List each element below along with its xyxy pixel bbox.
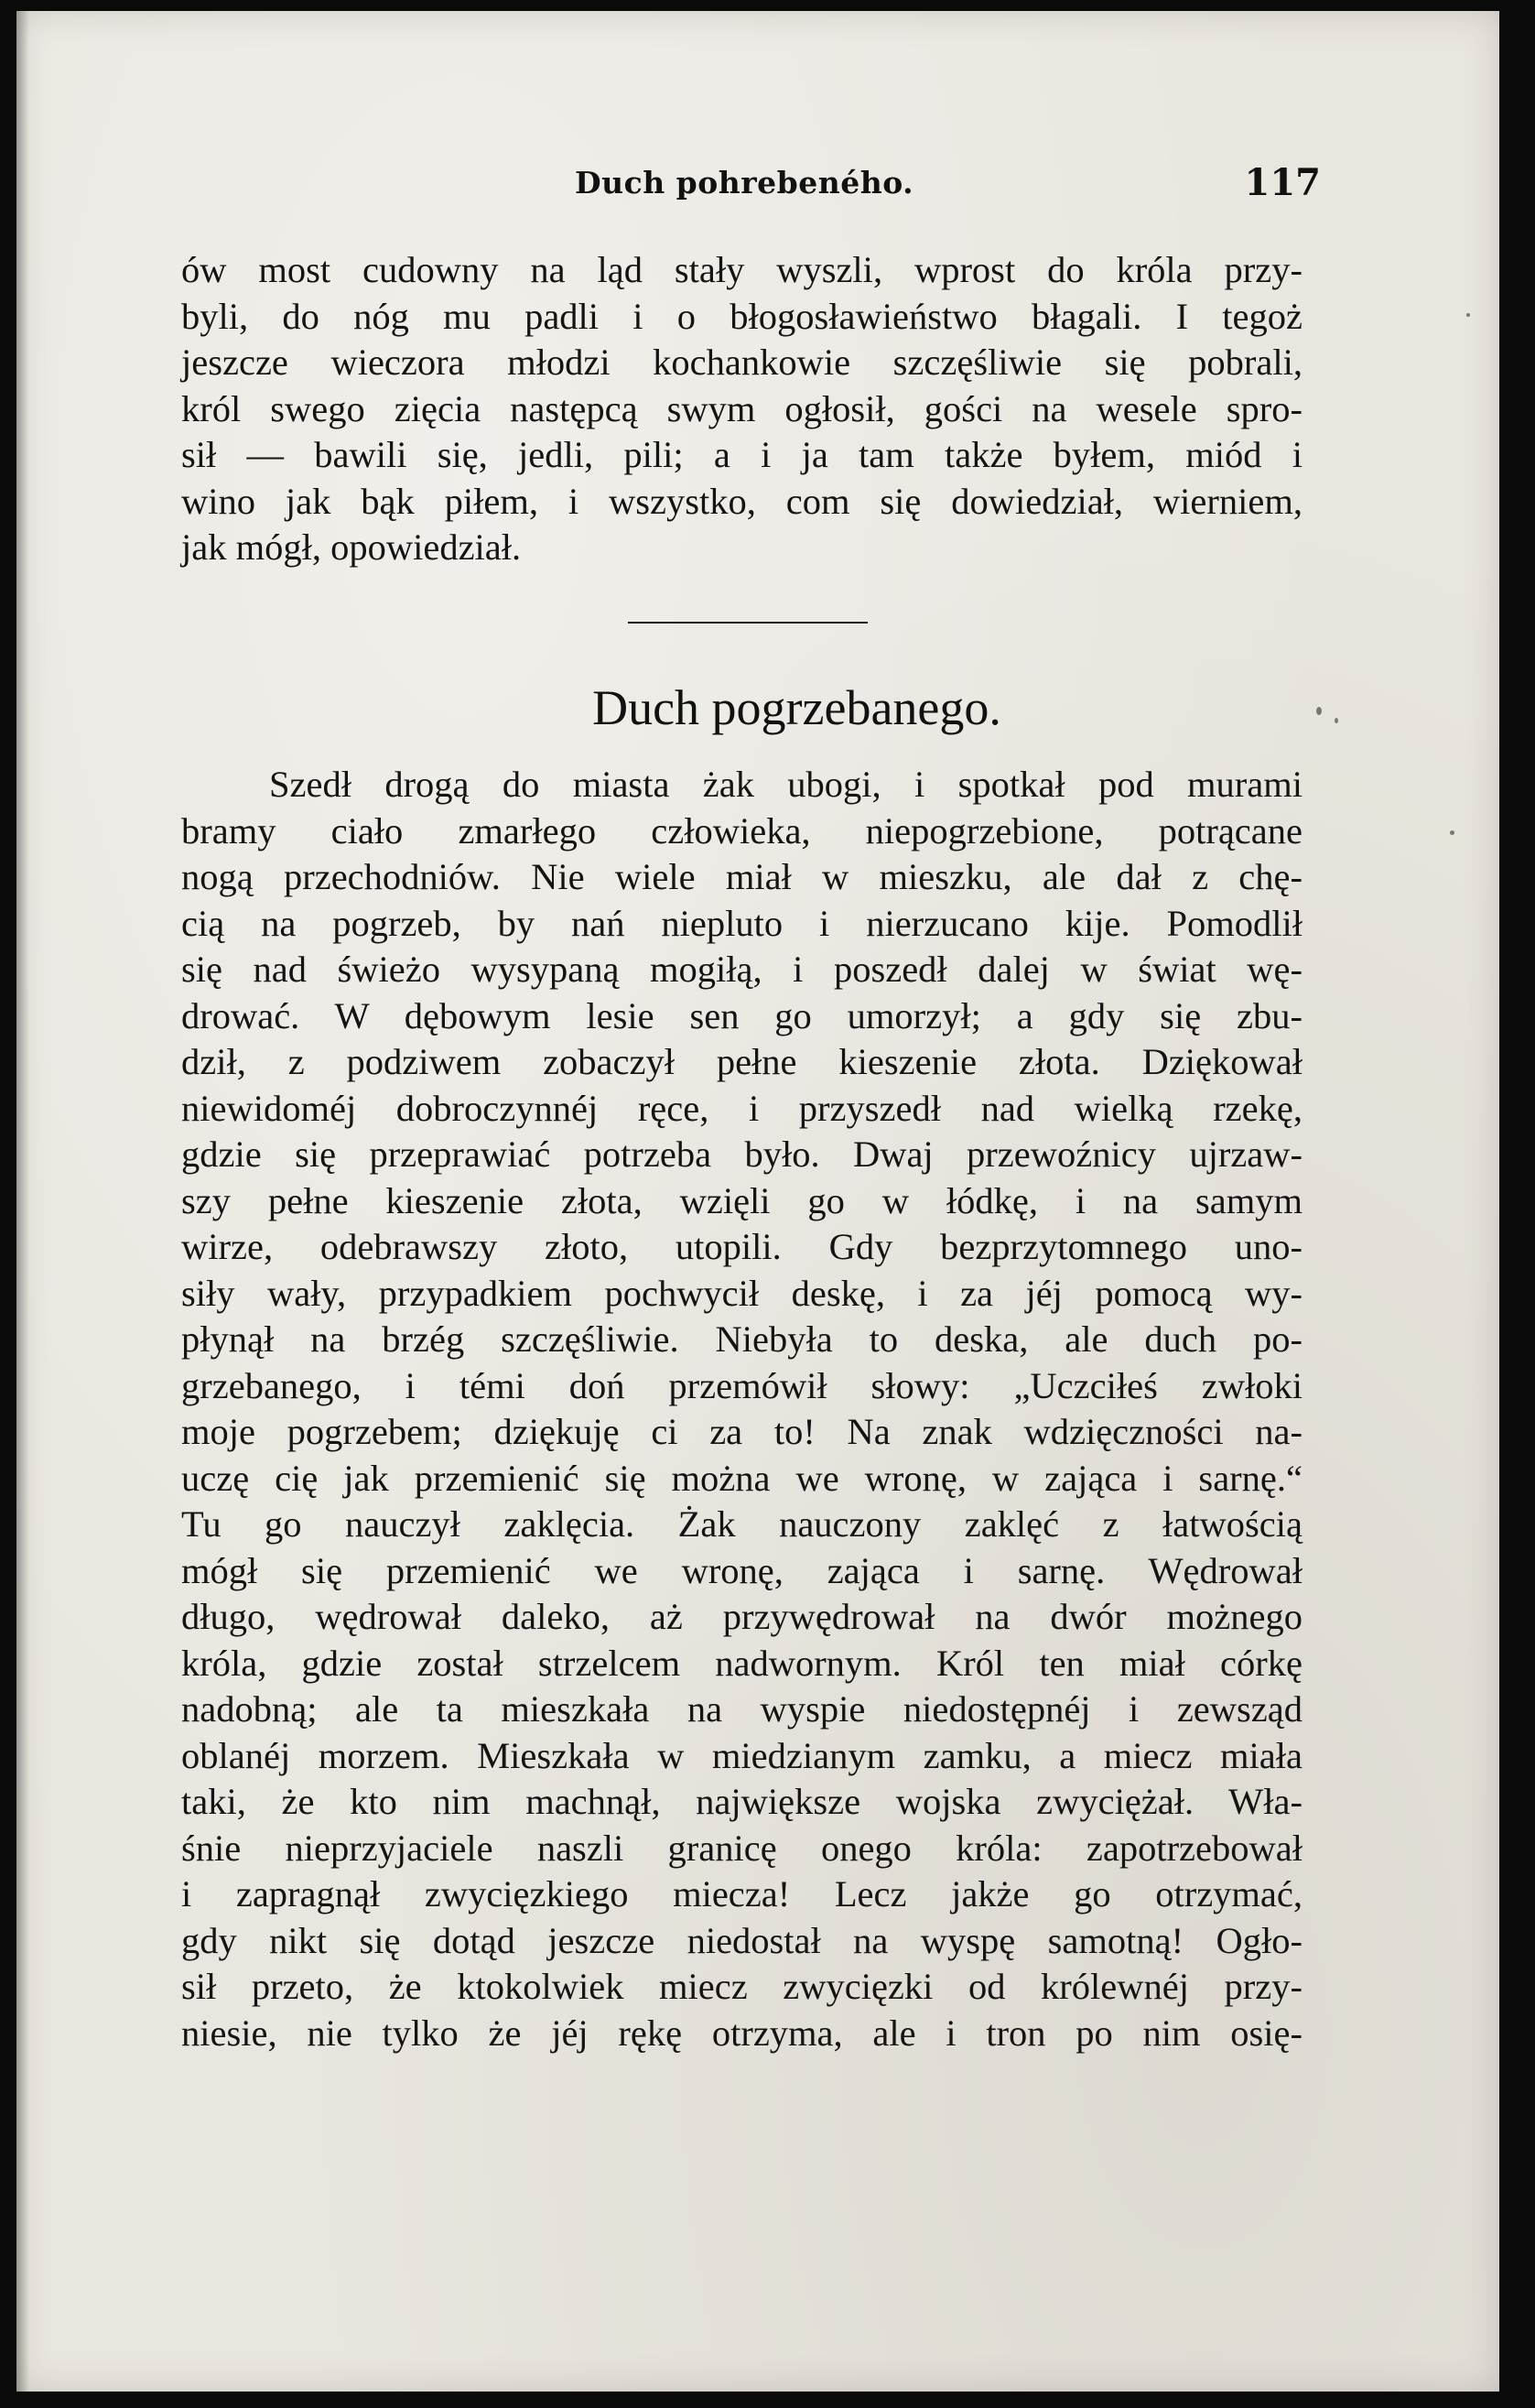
paper-speck [1450,830,1454,835]
story-paragraph [181,762,1303,2056]
text-line: oblanéj morzem. Mieszkała w miedzianym zamku, a miecz miała [181,1734,1303,1776]
text-line: i zapragnął zwycięzkiego miecza! Lecz jakże go otrzymać, [181,1873,1303,1914]
text-line: szy pełne kieszenie złota, wzięli go w łódkę, i na samym [181,1179,1303,1221]
text-line: Szedł drogą do miasta żak ubogi, i spotkał pod murami [269,764,1303,805]
text-line: drować. W dębowym lesie sen go umorzył; a gdy się zbu- [181,994,1303,1036]
page-edge-shadow [16,11,29,2392]
paper-speck [1316,707,1322,715]
page-number: 117 [1244,161,1321,204]
section-title: Duch pogrzebanego. [592,680,1001,735]
text-line: Tu go nauczył zaklęcia. Żak nauczony zaklęć z łatwością [181,1503,1303,1545]
text-line: uczę cię jak przemienić się można we wronę, w zająca i sarnę.“ [181,1457,1303,1499]
section-divider [628,622,868,624]
text-line: taki, że kto nim machnął, największe wojska zwyciężał. Wła- [181,1781,1303,1822]
text-line: gdzie się przeprawiać potrzeba było. Dwaj przewoźnicy ujrzaw- [181,1133,1303,1175]
text-line: śnie nieprzyjaciele naszli granicę onego króla: zapotrzebował [181,1827,1303,1869]
text-line: moje pogrzebem; dziękuję ci za to! Na znak wdzięczności na- [181,1411,1303,1452]
paper-speck [1335,718,1338,723]
text-line: bramy ciało zmarłego człowieka, niepogrzebione, potrącane [181,809,1303,851]
text-line: byli, do nóg mu padli i o błogosławieństwo błagali. I tegoż [181,295,1303,337]
text-line: nadobną; ale ta mieszkała na wyspie niedostępnéj i zewsząd [181,1688,1303,1730]
text-line: gdy nikt się dotąd jeszcze niedostał na wyspę samotną! Ogło- [181,1919,1303,1961]
text-line: króla, gdzie został strzelcem nadwornym. Król ten miał córkę [181,1642,1303,1684]
running-head: Duch pohrebeného. [575,165,914,201]
text-line: ów most cudowny na ląd stały wyszli, wprost do króla przy- [181,249,1303,290]
text-line: nogą przechodniów. Nie wiele miał w mieszku, ale dał z chę- [181,856,1303,897]
text-line: sił przeto, że ktokolwiek miecz zwycięzki od królewnéj przy- [181,1966,1303,2007]
text-line: płynął na brzég szczęśliwie. Niebyła to deska, ale duch po- [181,1318,1303,1360]
text-line: cią na pogrzeb, by nań niepluto i nierzucano kije. Pomodlił [181,902,1303,944]
text-line: mógł się przemienić we wronę, zająca i sarnę. Wędrował [181,1549,1303,1591]
text-line: długo, wędrował daleko, aż przywędrował na dwór możnego [181,1596,1303,1637]
text-line: niesie, nie tylko że jéj rękę otrzyma, ale i tron po nim osię- [181,2012,1303,2054]
text-line: król swego zięcia następcą swym ogłosił, gości na wesele spro- [181,387,1303,429]
text-line: jeszcze wieczora młodzi kochankowie szczęśliwie się pobrali, [181,342,1303,383]
text-line: dził, z podziwem zobaczył pełne kieszenie złota. Dziękował [181,1041,1303,1082]
text-line: sił — bawili się, jedli, pili; a i ja tam także byłem, miód i [181,434,1303,475]
continuation-paragraph [181,247,1303,571]
text-line: się nad świeżo wysypaną mogiłą, i poszedł dalej w świat wę- [181,949,1303,990]
book-page [16,11,1499,2392]
text-line: jak mógł, opowiedział. [181,526,522,568]
text-line: siły wały, przypadkiem pochwycił deskę, i za jéj pomocą wy- [181,1272,1303,1314]
text-line: grzebanego, i témi doń przemówił słowy: „Uczciłeś zwłoki [181,1364,1303,1406]
text-line: wino jak bąk piłem, i wszystko, com się dowiedział, wierniem, [181,480,1303,522]
text-line: wirze, odebrawszy złoto, utopili. Gdy bezprzytomnego uno- [181,1226,1303,1267]
page-header [16,161,1499,220]
paper-speck [1466,313,1470,317]
text-line: niewidoméj dobroczynnéj ręce, i przyszedł nad wielką rzekę, [181,1087,1303,1129]
